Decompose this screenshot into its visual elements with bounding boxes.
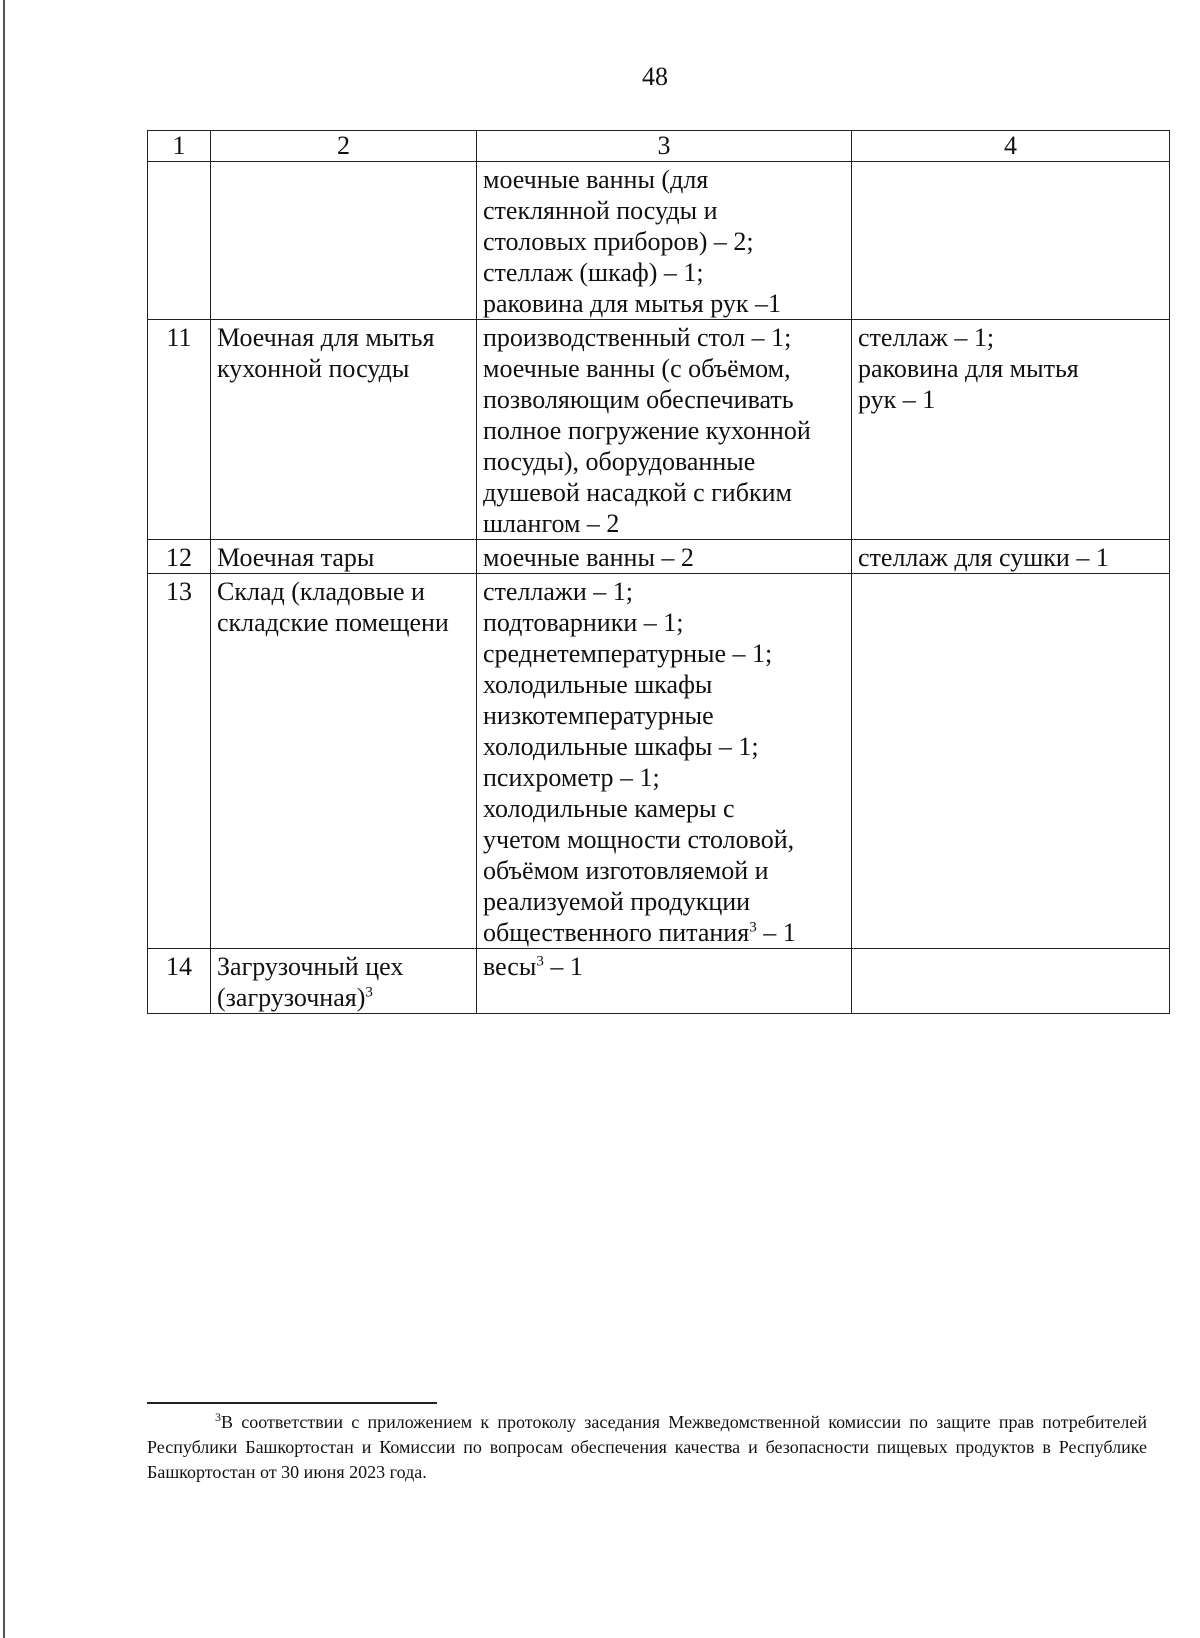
- cell-line: (загрузочная)$^3$: [217, 983, 373, 1012]
- page-number: 48: [642, 62, 668, 91]
- cell-line: холодильные шкафы: [483, 670, 713, 699]
- room-cell: [211, 949, 477, 1014]
- header-cell-2: 2: [211, 131, 477, 162]
- cell-line: общественного питания$^3$ – 1: [483, 918, 796, 947]
- extra-cell: [852, 320, 1170, 540]
- cell-line: рук – 1: [858, 385, 936, 414]
- footnote-separator: [147, 1402, 437, 1404]
- cell-line: Моечная для мытья: [217, 323, 435, 352]
- cell-line: весы$^3$ – 1: [483, 952, 583, 981]
- cell-line: холодильные шкафы – 1;: [483, 732, 759, 761]
- room-cell: [211, 540, 477, 574]
- header-cell-3: 3: [477, 131, 852, 162]
- cell-line: реализуемой продукции: [483, 887, 751, 916]
- equipment-table: [147, 130, 1170, 1014]
- cell-line: кухонной посуды: [217, 354, 410, 383]
- row-number-cell: 12: [148, 540, 211, 574]
- table-body: [148, 131, 1170, 1014]
- cell-line: Склад (кладовые и: [217, 577, 425, 606]
- cell-line: подтоварники – 1;: [483, 608, 684, 637]
- table-header-row: [148, 131, 1170, 162]
- cell-line: столовых приборов) – 2;: [483, 227, 754, 256]
- extra-cell: [852, 949, 1170, 1014]
- cell-line: шлангом – 2: [483, 509, 620, 538]
- row-number-cell: 13: [148, 574, 211, 949]
- table-row: [148, 949, 1170, 1014]
- footnote-marker: 3: [215, 1410, 221, 1424]
- cell-line: Загрузочный цех: [217, 952, 404, 981]
- row-number-cell: [148, 162, 211, 320]
- extra-cell: [852, 574, 1170, 949]
- table-row: [148, 540, 1170, 574]
- cell-line: холодильные камеры с: [483, 794, 735, 823]
- footnote-text: В соответствии с приложением к протоколу заседания Межведомственной комиссии по защите прав потребителей Республики Башкортостан и Комиссии по вопросам обеспечения качества и безопасности пищевых продуктов в Республике Башкортостан от 30 июня 2023 года.: [147, 1412, 1147, 1482]
- cell-line: моечные ванны (для: [483, 165, 709, 194]
- room-cell: [211, 320, 477, 540]
- equipment-cell: [477, 540, 852, 574]
- cell-line: душевой насадкой с гибким: [483, 478, 792, 507]
- cell-line: моечные ванны – 2: [483, 543, 694, 572]
- cell-line: полное погружение кухонной: [483, 416, 811, 445]
- table-row: [148, 162, 1170, 320]
- cell-line: учетом мощности столовой,: [483, 825, 795, 854]
- equipment-cell: [477, 574, 852, 949]
- equipment-cell: [477, 949, 852, 1014]
- cell-line: складские помещени: [217, 608, 449, 637]
- footnote-ref: 3: [536, 953, 544, 970]
- cell-line: моечные ванны (с объёмом,: [483, 354, 791, 383]
- cell-line: объёмом изготовляемой и: [483, 856, 769, 885]
- extra-cell: [852, 540, 1170, 574]
- cell-line: психрометр – 1;: [483, 763, 660, 792]
- cell-line: низкотемпературные: [483, 701, 714, 730]
- footnote-ref: 3: [749, 919, 757, 936]
- cell-line: стеллаж (шкаф) – 1;: [483, 258, 704, 287]
- row-number-cell: 11: [148, 320, 211, 540]
- cell-line: раковина для мытья рук –1: [483, 289, 782, 318]
- cell-line: стеклянной посуды и: [483, 196, 718, 225]
- footnote-ref: 3: [365, 984, 373, 1001]
- cell-line: производственный стол – 1;: [483, 323, 792, 352]
- cell-line: стеллаж – 1;: [858, 323, 995, 352]
- room-cell: [211, 162, 477, 320]
- footnote: [147, 1410, 1147, 1485]
- cell-line: стеллаж для сушки – 1: [858, 543, 1109, 572]
- cell-line: Моечная тары: [217, 543, 375, 572]
- header-cell-4: 4: [852, 131, 1170, 162]
- cell-line: раковина для мытья: [858, 354, 1079, 383]
- header-cell-1: 1: [148, 131, 211, 162]
- extra-cell: [852, 162, 1170, 320]
- equipment-cell: [477, 320, 852, 540]
- row-number-cell: 14: [148, 949, 211, 1014]
- room-cell: [211, 574, 477, 949]
- table-row: [148, 574, 1170, 949]
- equipment-cell: [477, 162, 852, 320]
- cell-line: посуды), оборудованные: [483, 447, 756, 476]
- cell-line: стеллажи – 1;: [483, 577, 634, 606]
- table-row: [148, 320, 1170, 540]
- scan-edge: [3, 0, 5, 1638]
- cell-line: позволяющим обеспечивать: [483, 385, 794, 414]
- cell-line: среднетемпературные – 1;: [483, 639, 773, 668]
